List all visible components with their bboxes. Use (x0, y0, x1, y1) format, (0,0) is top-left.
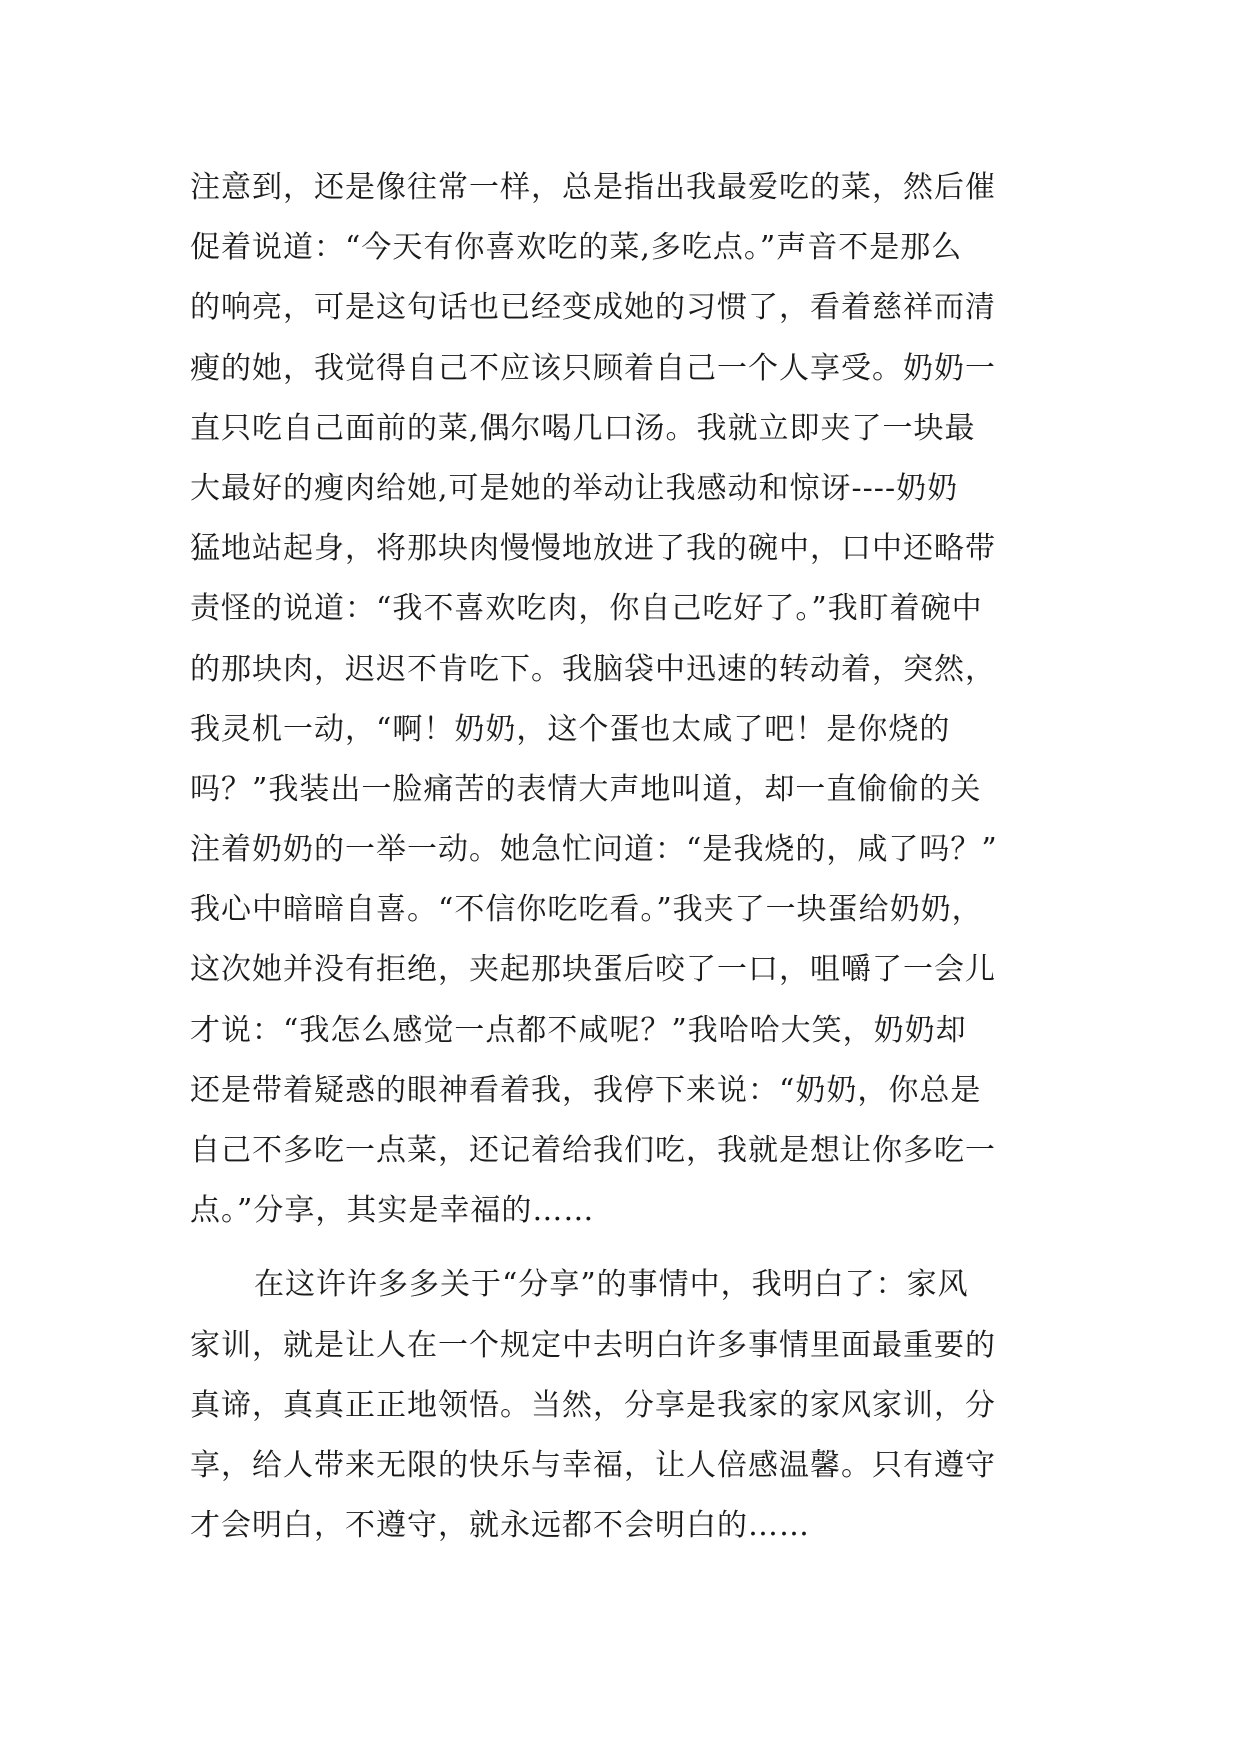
text-line: 还是带着疑惑的眼神看着我，我停下来说：“奶奶，你总是 (190, 1072, 982, 1108)
text-line: 猛地站起身，将那块肉慢慢地放进了我的碗中，口中还略带 (190, 531, 996, 567)
text-line: 我灵机一动，“啊！奶奶，这个蛋也太咸了吧！是你烧的 (190, 711, 951, 747)
text-line: 的响亮，可是这句话也已经变成她的习惯了，看着慈祥而清 (190, 290, 996, 326)
text-line: 大最好的瘦肉给她,可是她的举动让我感动和惊讶----奶奶 (190, 470, 959, 506)
text-line: 才会明白，不遵守，就永远都不会明白的…… (190, 1508, 810, 1544)
text-line: 注着奶奶的一举一动。她急忙问道：“是我烧的，咸了吗？” (190, 832, 998, 868)
text-line: 责怪的说道：“我不喜欢吃肉，你自己吃好了。”我盯着碗中 (190, 591, 983, 627)
text-line: 的那块肉，迟迟不肯吃下。我脑袋中迅速的转动着，突然， (190, 651, 996, 687)
text-line: 我心中暗暗自喜。“不信你吃吃看。”我夹了一块蛋给奶奶， (190, 892, 983, 928)
text-line: 瘦的她，我觉得自己不应该只顾着自己一个人享受。奶奶一 (190, 350, 996, 386)
text-line: 这次她并没有拒绝，夹起那块蛋后咬了一口，咀嚼了一会儿 (190, 952, 996, 988)
text-line: 直只吃自己面前的菜,偶尔喝几口汤。我就立即夹了一块最 (190, 410, 976, 446)
text-line: 家训，就是让人在一个规定中去明白许多事情里面最重要的 (190, 1327, 996, 1363)
text-line: 才说：“我怎么感觉一点都不咸呢？”我哈哈大笑，奶奶却 (190, 1012, 967, 1048)
paragraph-1 (190, 158, 1070, 1241)
text-line: 注意到，还是像往常一样，总是指出我最爱吃的菜，然后催 (190, 170, 996, 205)
text-line: 在这许许多多关于“分享”的事情中，我明白了：家风 (254, 1267, 969, 1303)
text-line: 点。”分享，其实是幸福的…… (190, 1193, 595, 1229)
text-line: 真谛，真真正正地领悟。当然，分享是我家的家风家训，分 (190, 1387, 996, 1423)
text-line: 促着说道：“今天有你喜欢吃的菜,多吃点。”声音不是那么 (190, 230, 963, 266)
text-line: 自己不多吃一点菜，还记着给我们吃，我就是想让你多吃一 (190, 1133, 996, 1168)
text-line: 吗？”我装出一脸痛苦的表情大声地叫道，却一直偷偷的关 (190, 771, 982, 807)
paragraph-2 (190, 1255, 1070, 1556)
paragraph-gap (190, 1241, 1070, 1255)
text-line: 享，给人带来无限的快乐与幸福，让人倍感温馨。只有遵守 (190, 1447, 996, 1483)
document-body (190, 158, 1070, 1556)
